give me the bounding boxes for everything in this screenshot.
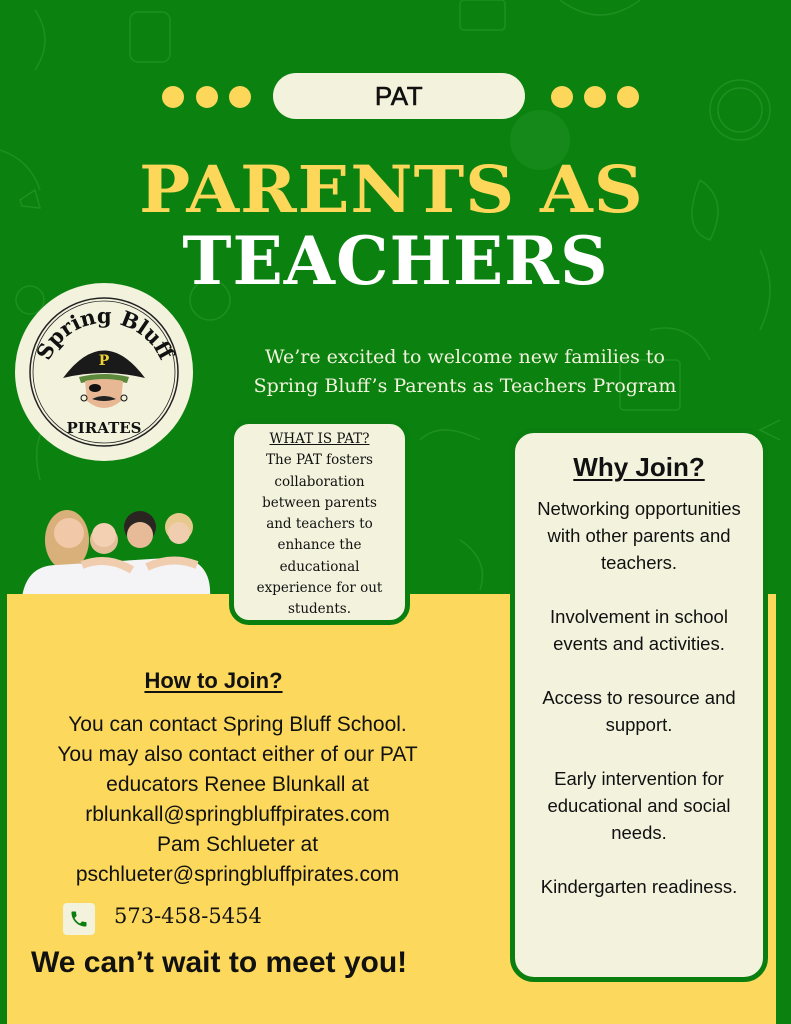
what-is-pat-line: The PAT fosters xyxy=(266,452,373,469)
decorative-dot xyxy=(551,86,573,108)
decorative-dot xyxy=(196,86,218,108)
how-to-join-heading: How to Join? xyxy=(144,668,283,693)
what-is-pat-line: between parents xyxy=(262,494,377,511)
how-to-join-line: You can contact Spring Bluff School. xyxy=(68,713,407,736)
school-logo xyxy=(15,283,193,461)
why-join-item: Early intervention for educational and social needs. xyxy=(547,768,731,843)
what-is-pat-line: and teachers to xyxy=(266,516,373,533)
why-join-heading: Why Join? xyxy=(573,452,705,482)
why-join-item: Kindergarten readiness. xyxy=(540,876,738,897)
why-join-item: Networking opportunities with other parents and teachers. xyxy=(537,498,741,573)
why-join-card xyxy=(510,428,768,982)
what-is-pat-card xyxy=(229,419,410,625)
how-to-join-line: educators Renee Blunkall at xyxy=(106,773,369,796)
how-to-join-line: Pam Schlueter at xyxy=(156,833,319,856)
decorative-dot xyxy=(617,86,639,108)
what-is-pat-line: enhance the xyxy=(277,537,362,554)
pat-badge: PAT xyxy=(273,73,525,119)
how-to-join-body xyxy=(0,710,475,890)
welcome-line-2: Spring Bluff’s Parents as Teachers Program xyxy=(253,375,677,397)
decorative-dot xyxy=(229,86,251,108)
decorative-dot xyxy=(162,86,184,108)
welcome-line-1: We’re excited to welcome new families to xyxy=(265,346,665,368)
why-join-item: Involvement in school events and activities. xyxy=(550,606,728,654)
family-photo xyxy=(12,495,217,597)
title-line-1: PARENTS AS xyxy=(139,152,644,228)
email-link-pam[interactable]: pschlueter@springbluffpirates.com xyxy=(75,863,400,886)
welcome-message xyxy=(220,343,710,401)
phone-icon xyxy=(63,903,95,935)
email-link-renee[interactable]: rblunkall@springbluffpirates.com xyxy=(85,803,390,826)
phone-number[interactable]: 573-458-5454 xyxy=(114,904,262,928)
closing-message: We can’t wait to meet you! xyxy=(31,946,408,979)
what-is-pat-line: educational xyxy=(279,558,360,575)
title-line-2: TEACHERS xyxy=(182,222,609,300)
what-is-pat-heading: WHAT IS PAT? xyxy=(269,431,370,447)
svg-text:P: P xyxy=(98,353,110,369)
what-is-pat-line: collaboration xyxy=(274,473,365,490)
decorative-dot xyxy=(584,86,606,108)
logo-bottom-text: PIRATES xyxy=(66,419,142,437)
logo-arc-text: Spring Bluff xyxy=(30,302,180,364)
what-is-pat-line: experience for out xyxy=(256,580,383,597)
how-to-join-line: You may also contact either of our PAT xyxy=(57,743,418,766)
what-is-pat-line: students. xyxy=(287,601,352,618)
why-join-item: Access to resource and support. xyxy=(542,687,736,735)
